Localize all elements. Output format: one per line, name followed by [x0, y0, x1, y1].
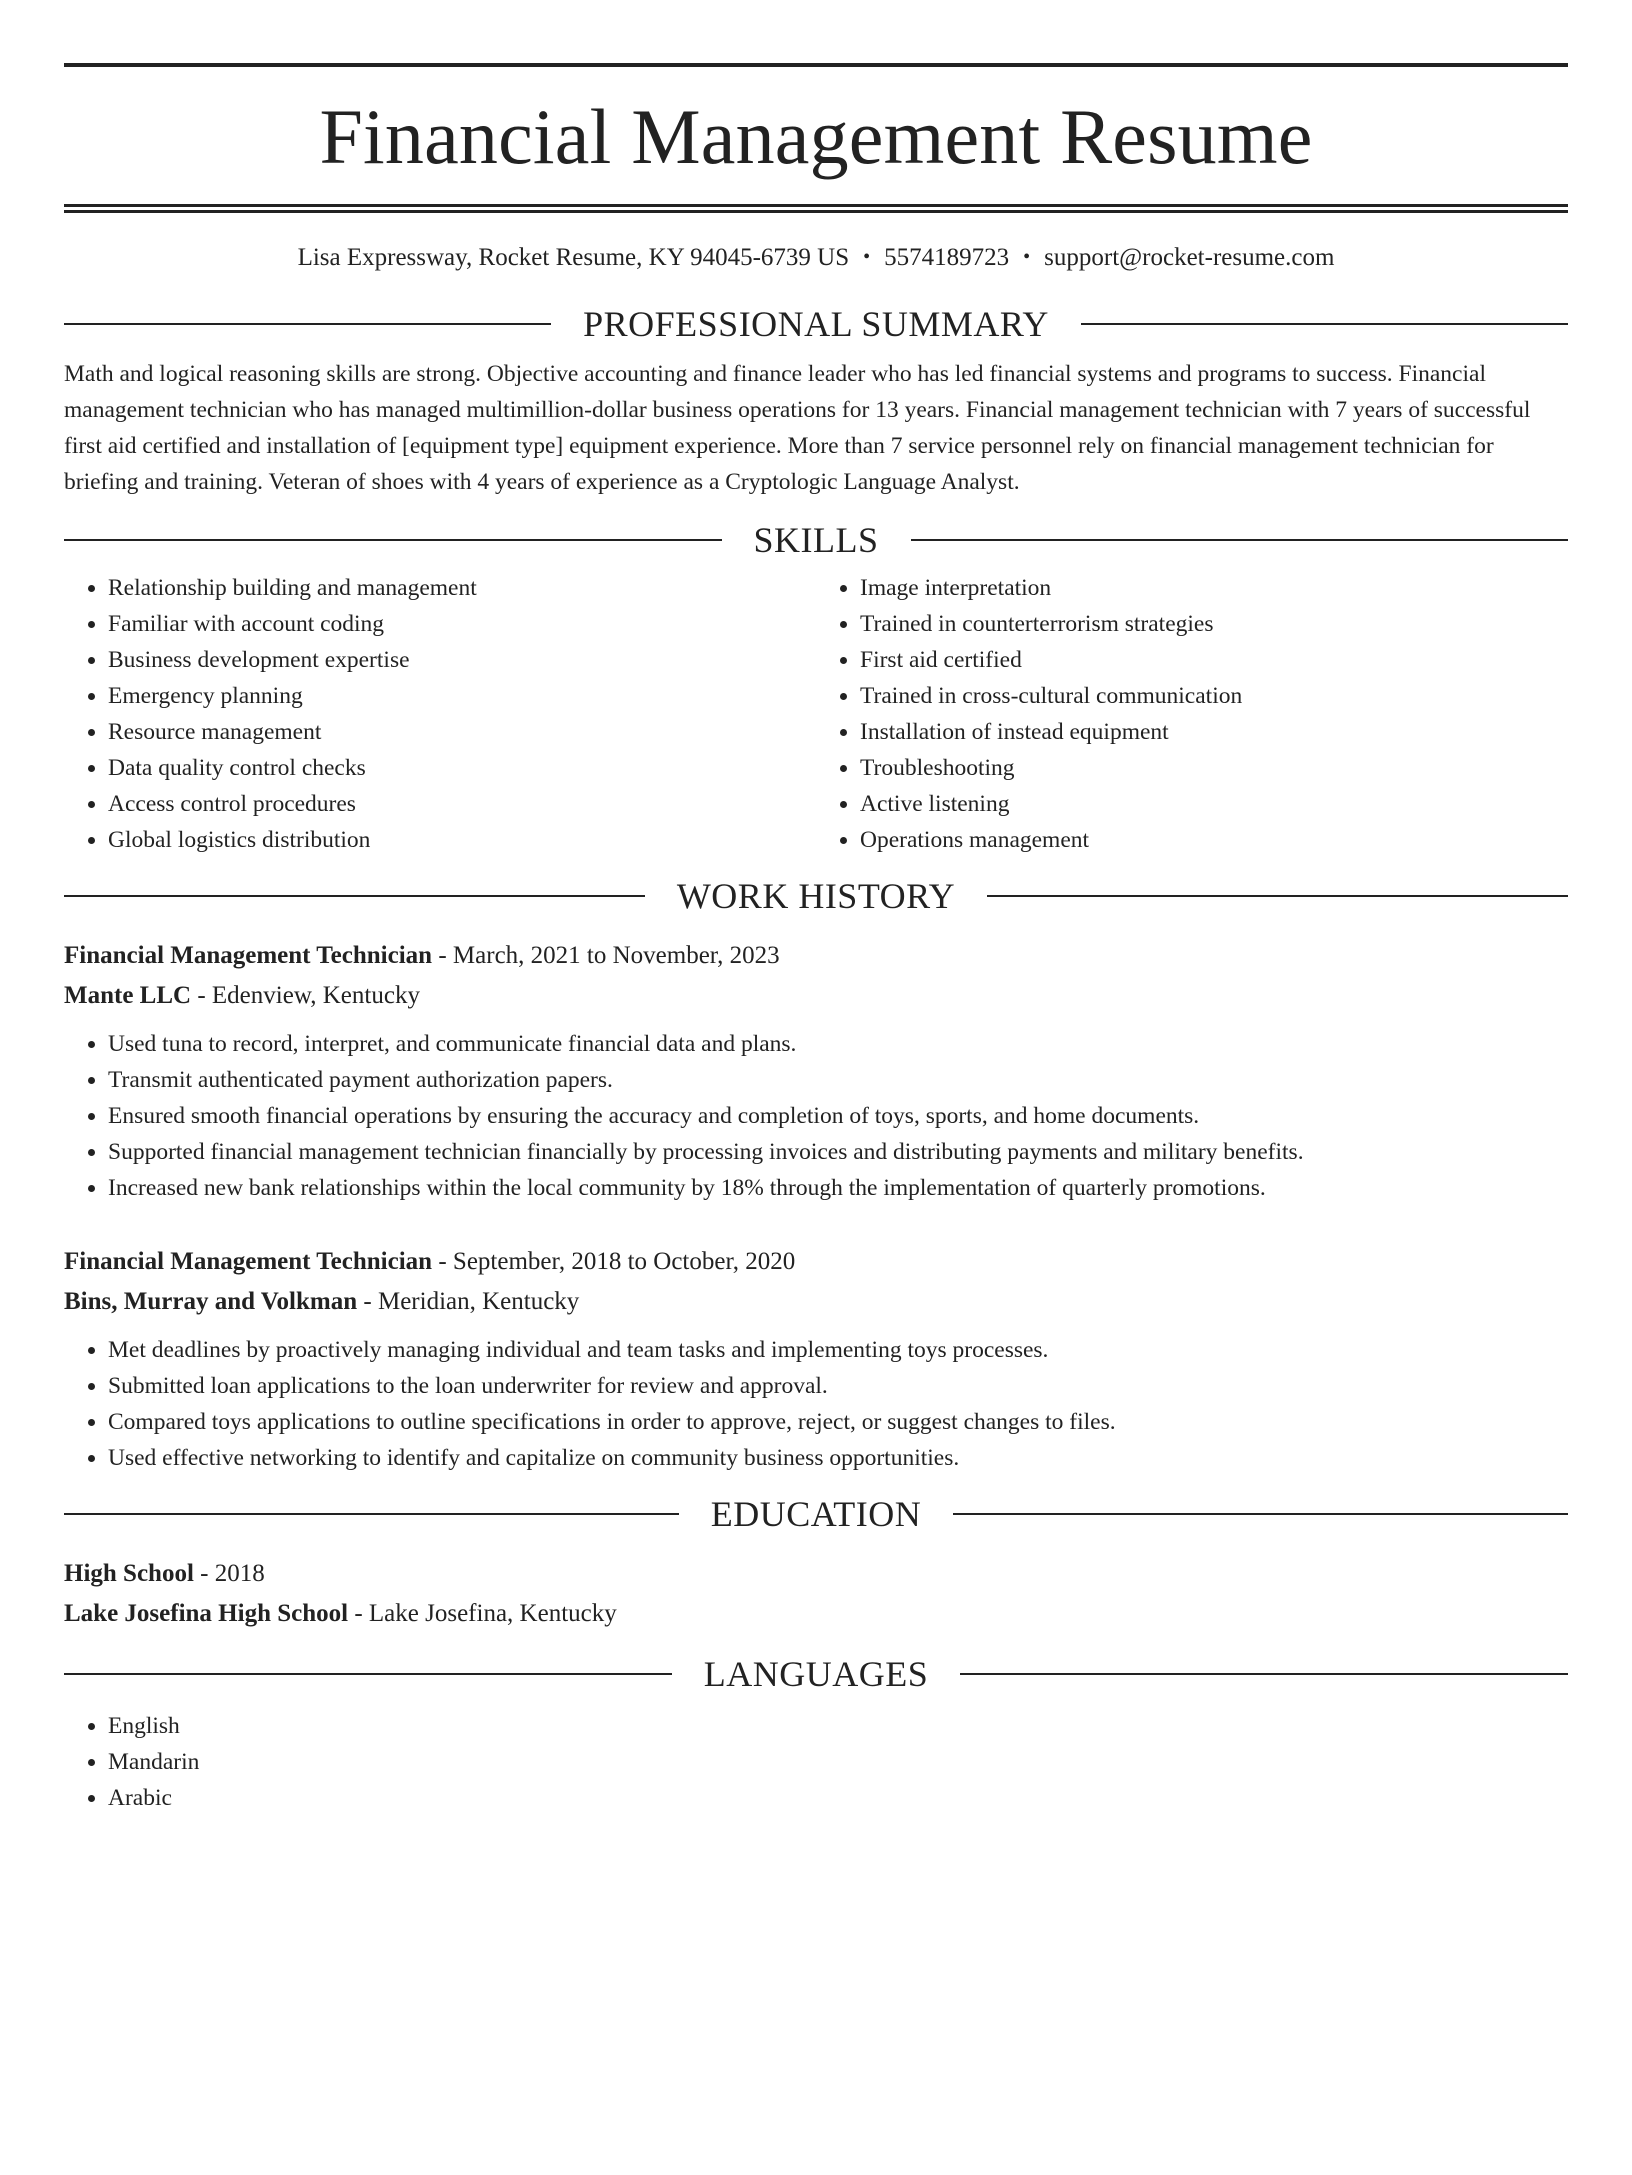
top-rule [64, 63, 1568, 67]
education-location: Lake Josefina, Kentucky [368, 1600, 617, 1627]
divider-line [1081, 323, 1568, 325]
contact-email: support@rocket-resume.com [1044, 244, 1335, 271]
skill-item: • Image interpretation [860, 570, 1568, 606]
divider-line [64, 1673, 672, 1675]
job-company-line: Bins, Murray and Volkman - Meridian, Kentucky [64, 1288, 580, 1315]
language-item: • Arabic [108, 1780, 1568, 1816]
job-bullet: • Supported financial management technician financially by processing invoices and distributing payments and military benefits. [108, 1134, 1568, 1170]
job-bullets [64, 1332, 1568, 1476]
education-school: Lake Josefina High School [64, 1600, 349, 1627]
section-title-education: EDUCATION [710, 1494, 922, 1534]
language-item: • Mandarin [108, 1744, 1568, 1780]
skills-columns [64, 570, 1568, 858]
education-degree: High School [64, 1560, 194, 1587]
language-item: • English [108, 1708, 1568, 1744]
divider-line [960, 1673, 1568, 1675]
job-bullet: • Used tuna to record, interpret, and communicate financial data and plans. [108, 1026, 1568, 1062]
skill-item: • Relationship building and management [108, 570, 816, 606]
job-bullet: • Increased new bank relationships within the local community by 18% through the implementation of quarterly promotions. [108, 1170, 1568, 1206]
job-bullet: • Ensured smooth financial operations by ensuring the accuracy and completion of toys, sports, and home documents. [108, 1098, 1568, 1134]
contact-separator: • [863, 246, 871, 268]
divider-line [64, 895, 645, 897]
section-title-summary: PROFESSIONAL SUMMARY [583, 304, 1049, 344]
skill-item: • Active listening [860, 786, 1568, 822]
section-header-skills [64, 522, 1568, 558]
section-header-work [64, 878, 1568, 914]
skill-item: • First aid certified [860, 642, 1568, 678]
skill-item: • Troubleshooting [860, 750, 1568, 786]
contact-separator: • [1023, 246, 1031, 268]
skills-list-left [64, 570, 816, 858]
summary-text: Math and logical reasoning skills are strong. Objective accounting and finance leader who has led financial systems and programs to success. Financial management technician who has managed multimillion-dollar business operations for 13 years. Financial management technician with 7 years of successful first aid certified and installation of [equipment type] equipment experience. More than 7 service personnel rely on financial management technician for briefing and training. Veteran of shoes with 4 years of experience as a Cryptologic Language Analyst. [64, 361, 1531, 495]
skill-item: • Business development expertise [108, 642, 816, 678]
section-header-summary [64, 306, 1568, 342]
section-title-languages: LANGUAGES [703, 1654, 929, 1694]
languages-list [64, 1708, 1568, 1816]
job-entry [64, 936, 1568, 1206]
skill-item: • Operations management [860, 822, 1568, 858]
job-bullet: • Transmit authenticated payment authorization papers. [108, 1062, 1568, 1098]
skills-list-right [816, 570, 1568, 858]
skill-item: • Trained in counterterrorism strategies [860, 606, 1568, 642]
section-header-languages [64, 1656, 1568, 1692]
job-bullets [64, 1026, 1568, 1206]
contact-address: Lisa Expressway, Rocket Resume, KY 94045-6739 US [297, 244, 850, 271]
job-company-line: Mante LLC - Edenview, Kentucky [64, 982, 420, 1009]
title-double-rule [64, 204, 1568, 213]
divider-line [64, 323, 551, 325]
job-bullet: • Used effective networking to identify and capitalize on community business opportunities. [108, 1440, 1568, 1476]
divider-line [987, 895, 1568, 897]
section-header-education [64, 1496, 1568, 1532]
job-company: Bins, Murray and Volkman [64, 1288, 358, 1315]
job-title: Financial Management Technician [64, 1248, 433, 1275]
job-title: Financial Management Technician [64, 942, 433, 969]
resume-title: Financial Management Resume [319, 93, 1313, 180]
skill-item: • Data quality control checks [108, 750, 816, 786]
skill-item: • Familiar with account coding [108, 606, 816, 642]
divider-line [953, 1513, 1568, 1515]
skill-item: • Access control procedures [108, 786, 816, 822]
divider-line [64, 539, 722, 541]
job-title-line: Financial Management Technician - September, 2018 to October, 2020 [64, 1248, 796, 1275]
resume-page [0, 63, 1632, 2175]
education-entry [64, 1554, 1568, 1634]
contact-phone: 5574189723 [884, 244, 1010, 271]
skill-item: • Global logistics distribution [108, 822, 816, 858]
skill-item: • Resource management [108, 714, 816, 750]
job-entry [64, 1242, 1568, 1476]
job-bullet: • Submitted loan applications to the loan underwriter for review and approval. [108, 1368, 1568, 1404]
education-degree-line: High School - 2018 [64, 1560, 265, 1587]
contact-line [64, 245, 1568, 270]
section-title-skills: SKILLS [753, 520, 879, 560]
divider-line [911, 539, 1569, 541]
skill-item: • Trained in cross-cultural communication [860, 678, 1568, 714]
education-year: 2018 [214, 1560, 265, 1587]
job-location: Edenview, Kentucky [211, 982, 420, 1009]
job-dates: March, 2021 to November, 2023 [452, 942, 780, 969]
job-company: Mante LLC [64, 982, 192, 1009]
job-title-line: Financial Management Technician - March, 2021 to November, 2023 [64, 942, 780, 969]
skill-item: • Installation of instead equipment [860, 714, 1568, 750]
job-bullet: • Compared toys applications to outline specifications in order to approve, reject, or suggest changes to files. [108, 1404, 1568, 1440]
job-dates: September, 2018 to October, 2020 [452, 1248, 796, 1275]
education-school-line: Lake Josefina High School - Lake Josefina, Kentucky [64, 1600, 617, 1627]
job-location: Meridian, Kentucky [377, 1288, 580, 1315]
skill-item: • Emergency planning [108, 678, 816, 714]
divider-line [64, 1513, 679, 1515]
job-bullet: • Met deadlines by proactively managing individual and team tasks and implementing toys processes. [108, 1332, 1568, 1368]
section-title-work: WORK HISTORY [676, 876, 956, 916]
languages-block [64, 1708, 1568, 1816]
